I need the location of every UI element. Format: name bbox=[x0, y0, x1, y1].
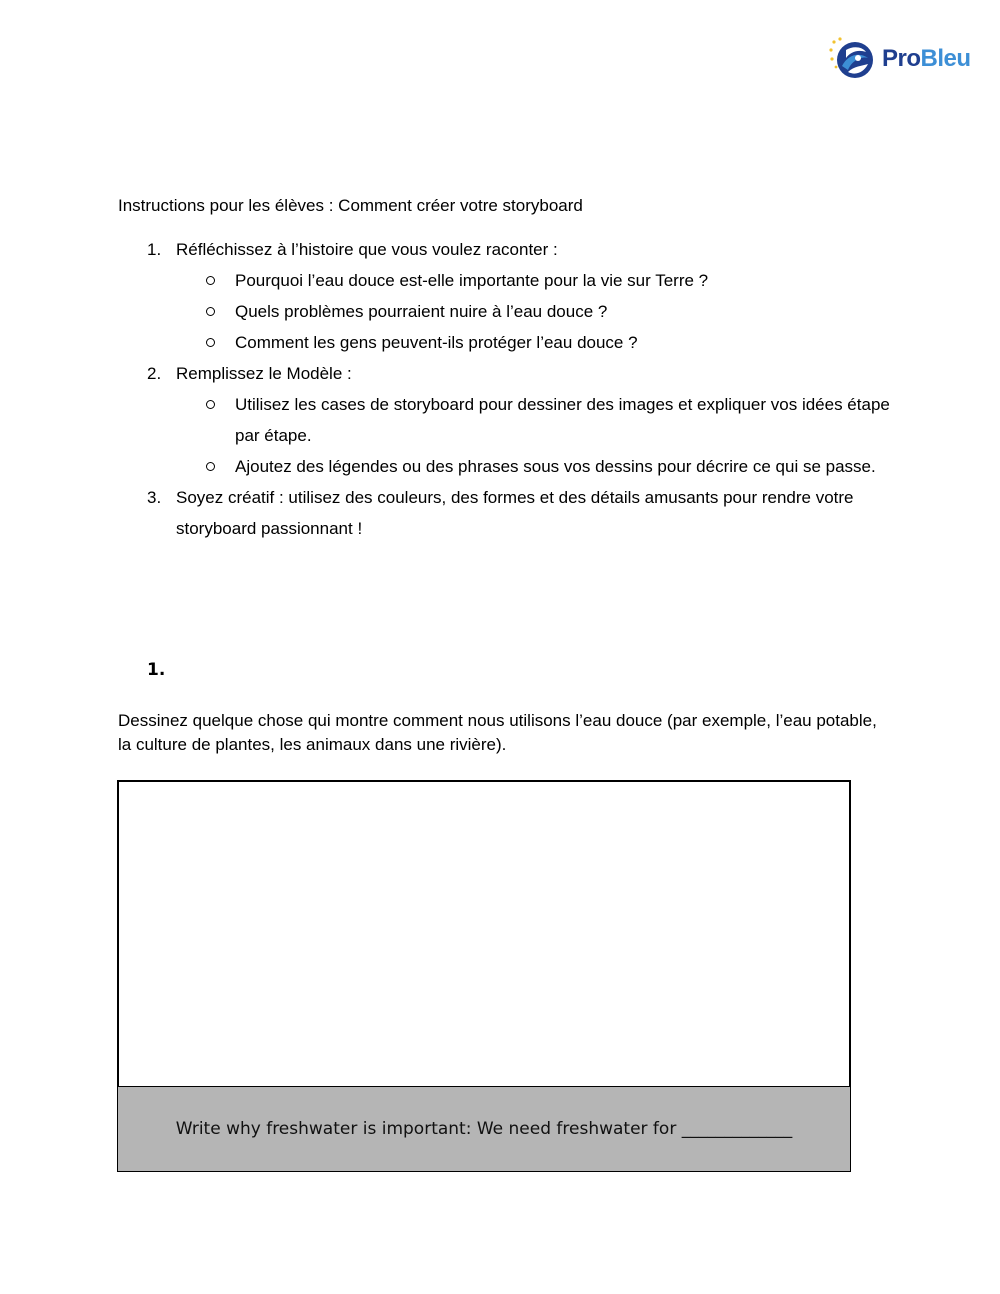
step-number: 3. bbox=[147, 488, 162, 507]
caption-bar bbox=[117, 1086, 851, 1172]
step-1-subitems bbox=[176, 265, 898, 358]
step-text: Soyez créatif : utilisez des couleurs, des formes et des détails amusants pour rendre votre storyboard passionnant ! bbox=[176, 488, 854, 538]
logo-text-pro: Pro bbox=[882, 45, 921, 72]
sub-item-text: Utilisez les cases de storyboard pour dessiner des images et expliquer vos idées étape par étape. bbox=[235, 395, 890, 445]
hollow-bullet-icon bbox=[206, 307, 215, 316]
sub-item bbox=[176, 451, 898, 482]
instructions-list bbox=[118, 234, 898, 544]
sub-item-text: Pourquoi l’eau douce est-elle importante pour la vie sur Terre ? bbox=[235, 271, 709, 290]
sub-item bbox=[176, 327, 898, 358]
probleu-emblem-icon bbox=[828, 36, 878, 82]
hollow-bullet-icon bbox=[206, 276, 215, 285]
drawing-prompt: Dessinez quelque chose qui montre comment nous utilisons l’eau douce (par exemple, l’eau potable, la culture de plantes, les animaux dans une rivière). bbox=[118, 711, 877, 754]
sub-item-text: Quels problèmes pourraient nuire à l’eau douce ? bbox=[235, 302, 608, 321]
instruction-step-3 bbox=[118, 482, 898, 544]
sub-item bbox=[176, 296, 898, 327]
hollow-bullet-icon bbox=[206, 462, 215, 471]
caption-text: Write why freshwater is important: We need freshwater for _____________ bbox=[175, 1119, 793, 1139]
logo-text-bleu: Bleu bbox=[920, 45, 971, 72]
instruction-step-2 bbox=[118, 358, 898, 482]
sub-item bbox=[176, 265, 898, 296]
instruction-step-1 bbox=[118, 234, 898, 358]
probleu-logo bbox=[828, 36, 971, 82]
step-number: 2. bbox=[147, 364, 162, 383]
drawing-area[interactable] bbox=[117, 780, 851, 1086]
step-text: Remplissez le Modèle : bbox=[176, 364, 352, 383]
instructions-heading: Instructions pour les élèves : Comment créer votre storyboard bbox=[118, 196, 583, 215]
sub-item-text: Ajoutez des légendes ou des phrases sous vos dessins pour décrire ce qui se passe. bbox=[235, 457, 876, 476]
sub-item-text: Comment les gens peuvent-ils protéger l’eau douce ? bbox=[235, 333, 638, 352]
logo-text bbox=[882, 45, 971, 73]
step-2-subitems bbox=[176, 389, 898, 482]
sub-item bbox=[176, 389, 898, 451]
hollow-bullet-icon bbox=[206, 338, 215, 347]
section-number: 1. bbox=[147, 660, 166, 680]
storyboard-frame bbox=[117, 780, 851, 1172]
hollow-bullet-icon bbox=[206, 400, 215, 409]
step-text: Réfléchissez à l’histoire que vous voulez raconter : bbox=[176, 240, 558, 259]
step-number: 1. bbox=[147, 240, 162, 259]
